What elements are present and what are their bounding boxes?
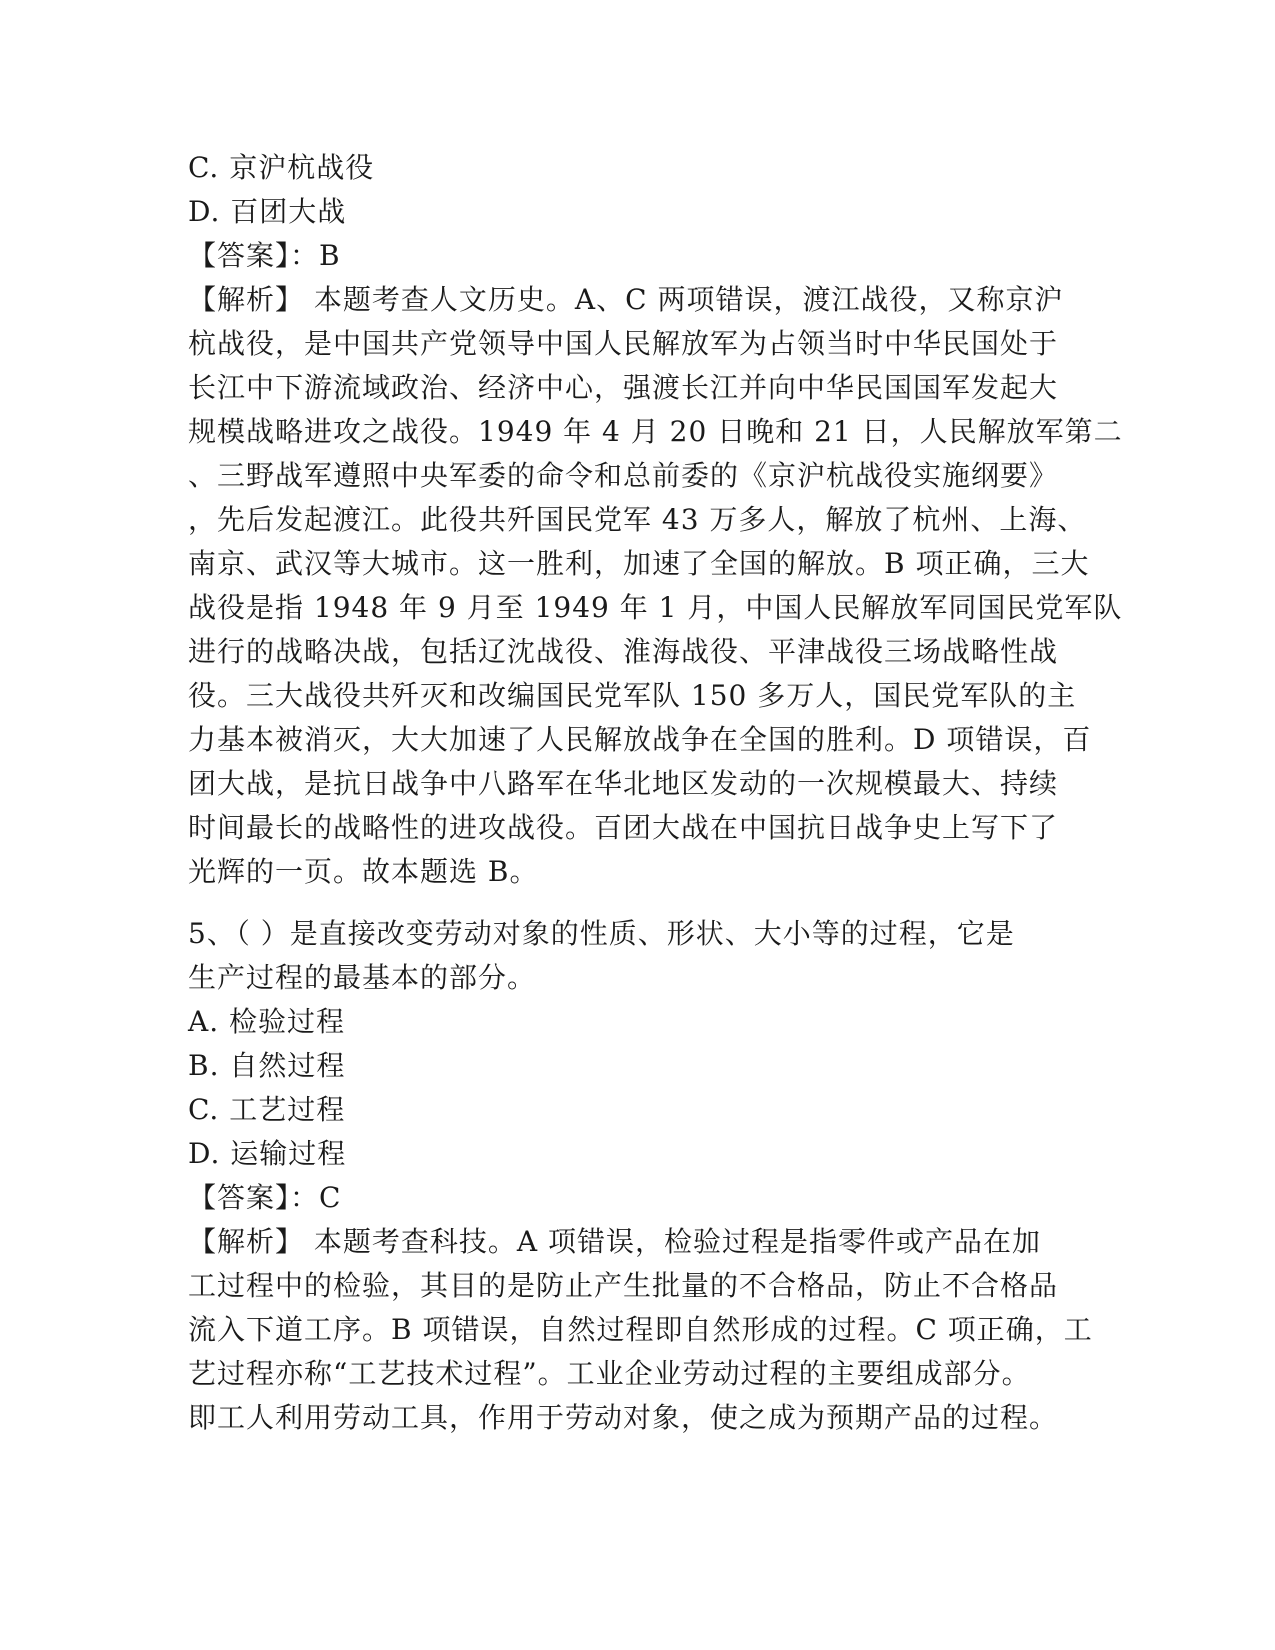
q4-option-c: C. 京沪杭战役: [188, 151, 375, 184]
stem-line: 生产过程的最基本的部分。: [188, 961, 537, 994]
q5-option-d: D. 运输过程: [188, 1137, 347, 1170]
analysis-line: 流入下道工序。B 项错误，自然过程即自然形成的过程。C 项正确，工: [188, 1313, 1093, 1346]
q4-analysis: [188, 278, 1123, 894]
q4-option-d: D. 百团大战: [188, 195, 347, 228]
analysis-line: 南京、武汉等大城市。这一胜利，加速了全国的解放。B 项正确，三大: [188, 547, 1090, 580]
analysis-line: 艺过程亦称“工艺技术过程”。工业企业劳动过程的主要组成部分。: [188, 1357, 1031, 1390]
analysis-line: 时间最长的战略性的进攻战役。百团大战在中国抗日战争史上写下了: [188, 811, 1059, 844]
q5-stem: [188, 912, 1088, 1000]
analysis-line: 力基本被消灭，大大加速了人民解放战争在全国的胜利。D 项错误，百: [188, 723, 1092, 756]
q5-option-a: A. 检验过程: [188, 1005, 346, 1038]
q5-option-c: C. 工艺过程: [188, 1093, 346, 1126]
analysis-line: 工过程中的检验，其目的是防止产生批量的不合格品，防止不合格品: [188, 1269, 1059, 1302]
analysis-line: 战役是指 1948 年 9 月至 1949 年 1 月，中国人民解放军同国民党军队: [188, 591, 1123, 624]
analysis-line: 、三野战军遵照中央军委的命令和总前委的《京沪杭战役实施纲要》: [188, 459, 1059, 492]
analysis-line: 团大战，是抗日战争中八路军在华北地区发动的一次规模最大、持续: [188, 767, 1059, 800]
analysis-line: 【解析】 本题考查科技。A 项错误，检验过程是指零件或产品在加: [188, 1225, 1042, 1258]
q5-analysis: [188, 1220, 1093, 1440]
analysis-line: 杭战役，是中国共产党领导中国人民解放军为占领当时中华民国处于: [188, 327, 1059, 360]
document-content: [188, 146, 1123, 1440]
analysis-line: 进行的战略决战，包括辽沈战役、淮海战役、平津战役三场战略性战: [188, 635, 1059, 668]
analysis-line: 规模战略进攻之战役。1949 年 4 月 20 日晚和 21 日，人民解放军第二: [188, 415, 1123, 448]
analysis-line: 长江中下游流域政治、经济中心，强渡长江并向中华民国国军发起大: [188, 371, 1059, 404]
analysis-line: 【解析】 本题考查人文历史。A、C 两项错误，渡江战役，又称京沪: [188, 283, 1064, 316]
question-gap: [188, 894, 1088, 912]
stem-line: 5、（ ）是直接改变劳动对象的性质、形状、大小等的过程，它是: [188, 917, 1015, 950]
analysis-line: 光辉的一页。故本题选 B。: [188, 855, 539, 888]
q5-answer: 【答案】：C: [188, 1181, 342, 1214]
analysis-line: ，先后发起渡江。此役共歼国民党军 43 万多人，解放了杭州、上海、: [188, 503, 1087, 536]
analysis-line: 即工人利用劳动工具，作用于劳动对象，使之成为预期产品的过程。: [188, 1401, 1059, 1434]
analysis-line: 役。三大战役共歼灭和改编国民党军队 150 多万人，国民党军队的主: [188, 679, 1077, 712]
q5-option-b: B. 自然过程: [188, 1049, 346, 1082]
q4-answer: 【答案】：B: [188, 239, 341, 272]
